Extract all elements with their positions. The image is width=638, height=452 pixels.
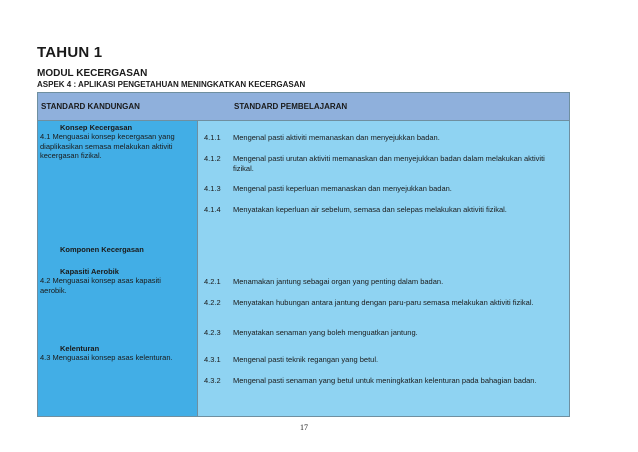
item-number: 4.1.1 xyxy=(204,133,221,142)
section-heading: Konsep Kecergasan xyxy=(60,123,133,132)
item-number: 4.1.4 xyxy=(204,205,221,214)
learning-standard: Mengenal pasti keperluan memanaskan dan menyejukkan badan. xyxy=(233,184,452,193)
page-number: 17 xyxy=(300,423,308,432)
section-heading: Kapasiti Aerobik xyxy=(60,267,119,276)
item-number: 4.2.3 xyxy=(204,328,221,337)
table-header xyxy=(38,93,569,121)
content-standard: 4.3 Menguasai konsep asas kelenturan. xyxy=(40,353,173,362)
content-standard: 4.1 Menguasai konsep kecergasan yang diaplikasikan semasa melakukan aktiviti kecergasan fizikal. xyxy=(40,132,175,160)
learning-standard: Mengenal pasti senaman yang betul untuk meningkatkan kelenturan pada bahagian badan. xyxy=(233,376,537,385)
item-number: 4.1.2 xyxy=(204,154,221,163)
learning-standard: Menyatakan hubungan antara jantung dengan paru-paru semasa melakukan aktiviti fizikal. xyxy=(233,298,534,307)
item-number: 4.2.1 xyxy=(204,277,221,286)
page-title: TAHUN 1 xyxy=(37,44,103,61)
item-number: 4.3.2 xyxy=(204,376,221,385)
learning-standard: Menyatakan keperluan air sebelum, semasa dan selepas melakukan aktiviti fizikal. xyxy=(233,205,507,214)
learning-standard: Menyatakan senaman yang boleh menguatkan jantung. xyxy=(233,328,418,337)
item-number: 4.3.1 xyxy=(204,355,221,364)
module-title: MODUL KECERGASAN xyxy=(37,68,148,79)
header-standard-kandungan: STANDARD KANDUNGAN xyxy=(41,102,140,111)
learning-standard: Mengenal pasti urutan aktiviti memanaskan dan menyejukkan badan dalam melakukan aktiviti fizikal. xyxy=(233,154,545,173)
item-number: 4.1.3 xyxy=(204,184,221,193)
component-heading: Komponen Kecergasan xyxy=(60,245,144,254)
learning-standard: Menamakan jantung sebagai organ yang penting dalam badan. xyxy=(233,277,444,286)
learning-standard: Mengenal pasti teknik regangan yang betul. xyxy=(233,355,379,364)
header-standard-pembelajaran: STANDARD PEMBELAJARAN xyxy=(234,102,348,111)
section-heading: Kelenturan xyxy=(60,344,100,353)
standards-table xyxy=(37,92,570,417)
item-number: 4.2.2 xyxy=(204,298,221,307)
learning-standard: Mengenal pasti aktiviti memanaskan dan menyejukkan badan. xyxy=(233,133,440,142)
content-standard: 4.2 Menguasai konsep asas kapasiti aerobik. xyxy=(40,276,161,295)
aspect-title: ASPEK 4 : APLIKASI PENGETAHUAN MENINGKATKAN KECERGASAN xyxy=(37,80,306,89)
